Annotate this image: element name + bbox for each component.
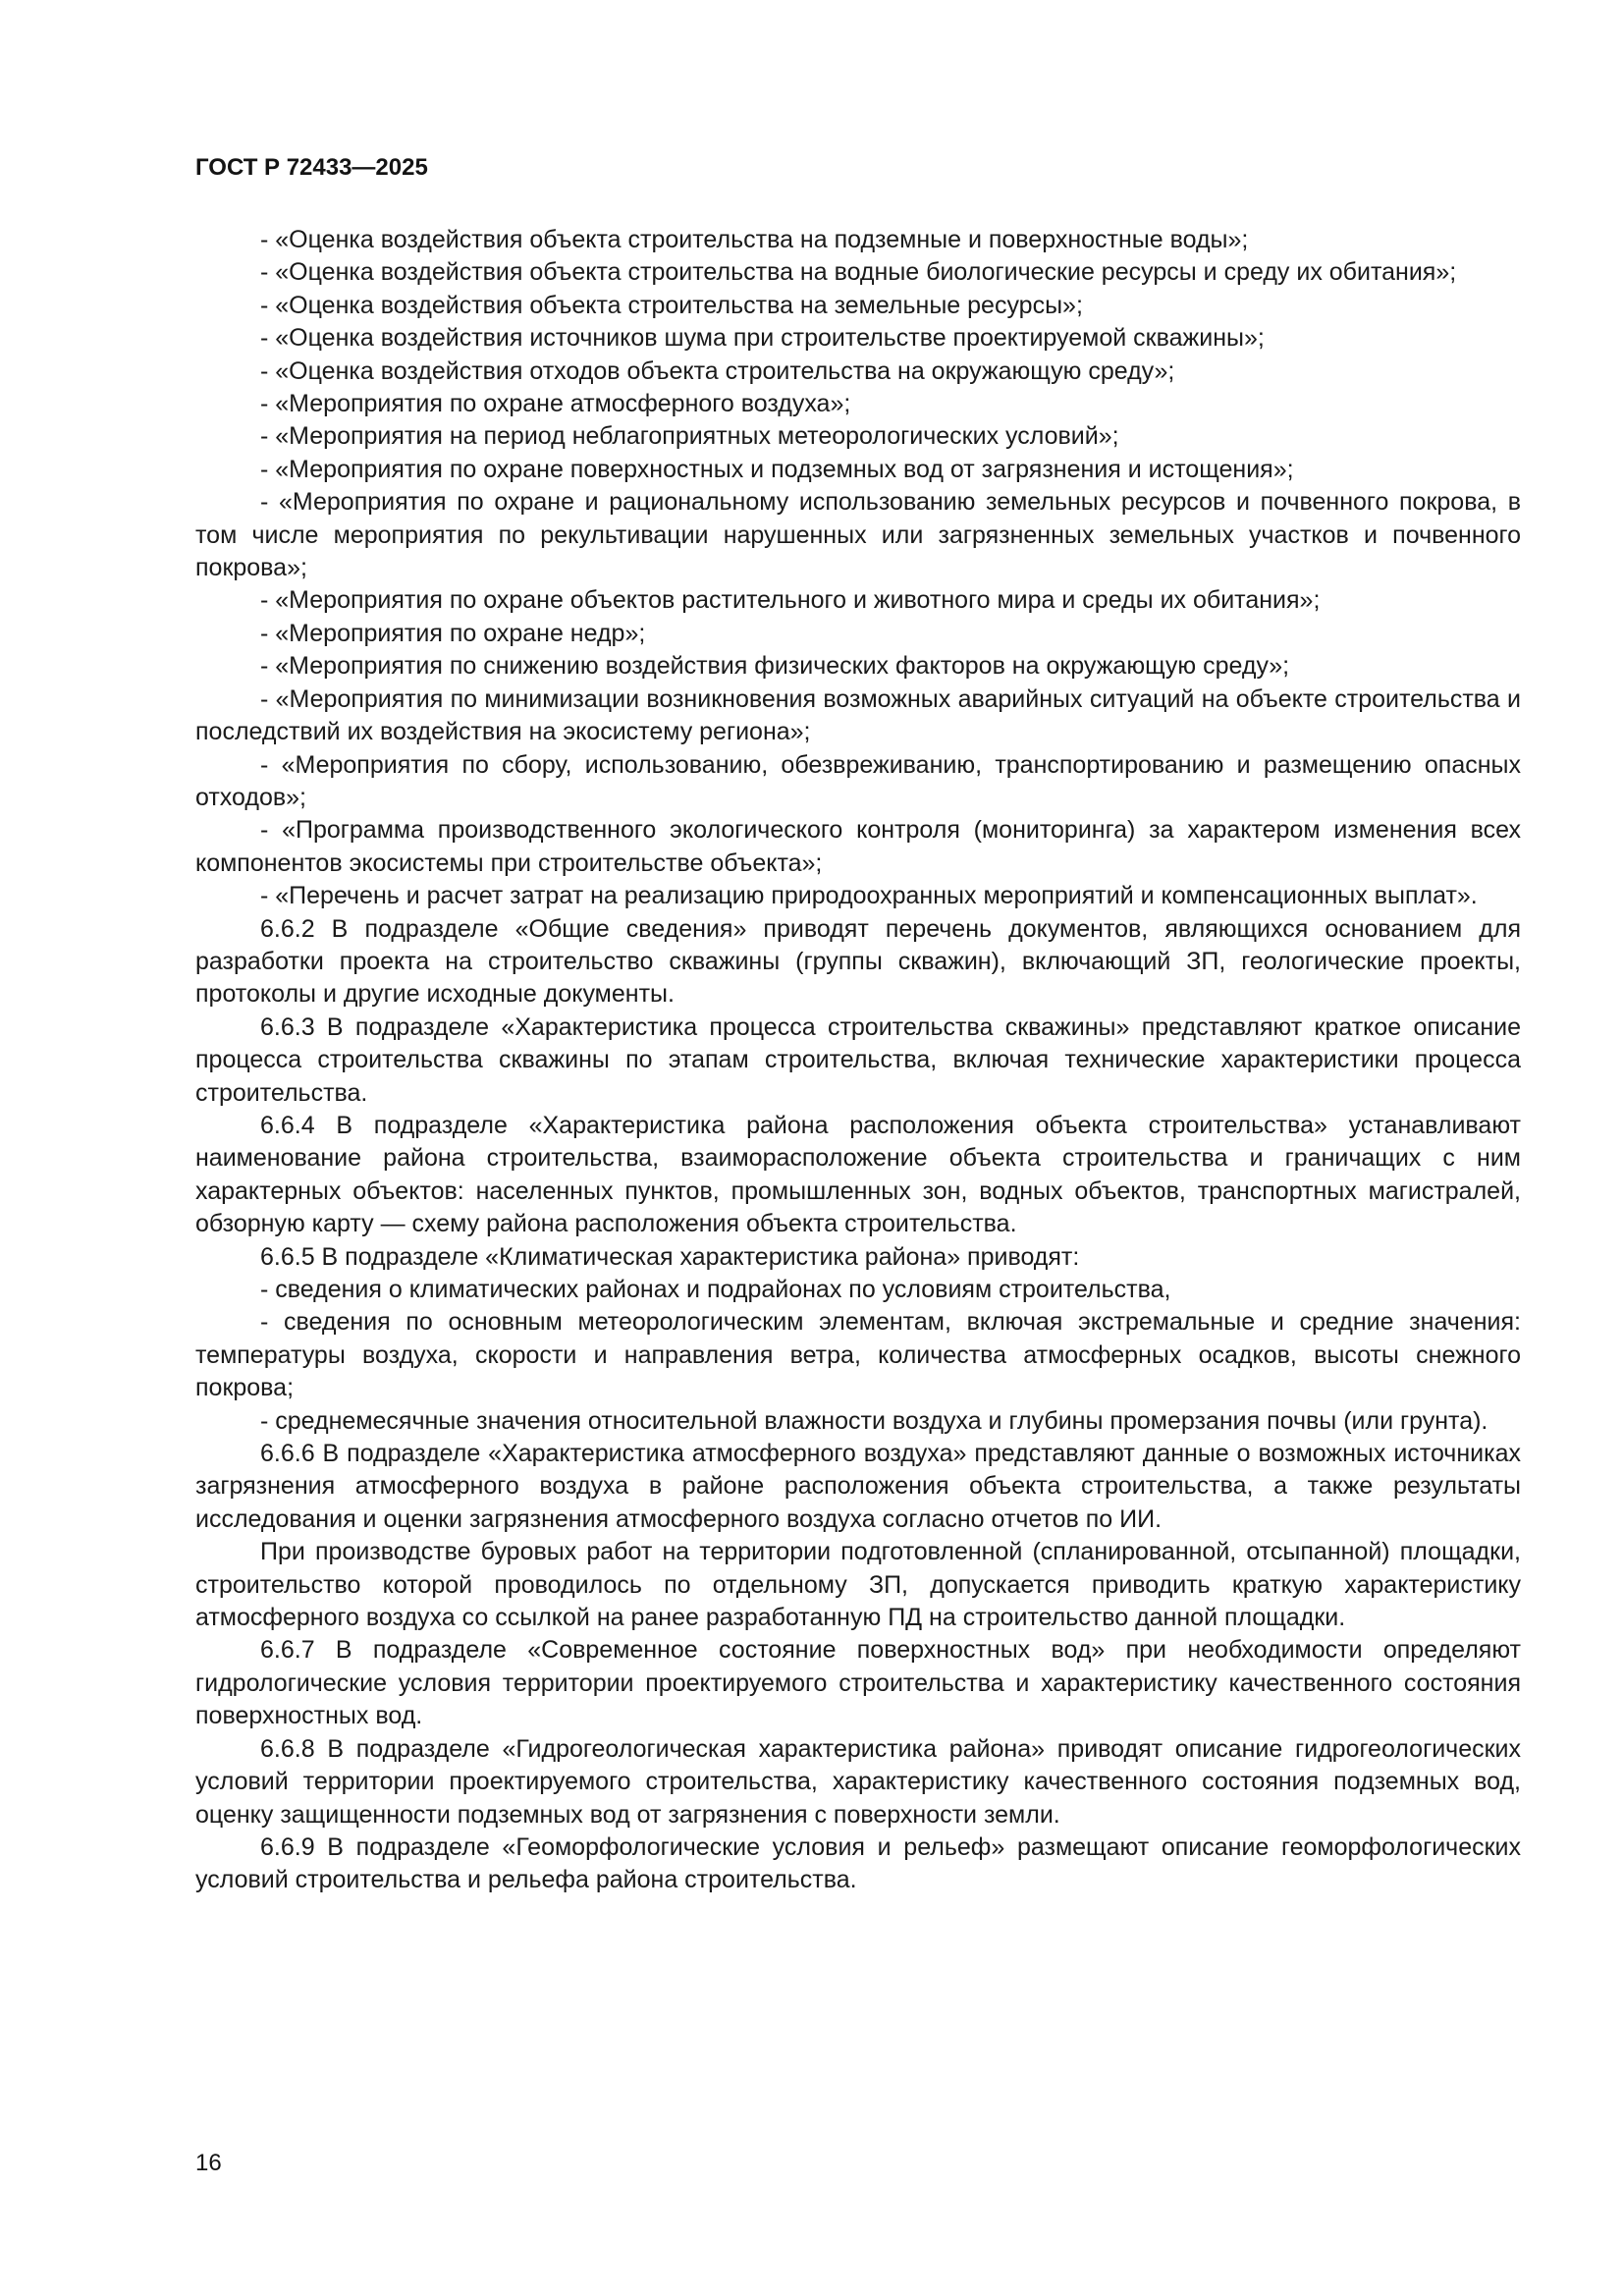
list-item: - «Мероприятия по охране атмосферного воздуха»;: [260, 390, 851, 418]
list-item: - «Мероприятия по минимизации возникновения возможных аварийных ситуаций на объекте строительства и последствий их воздействия на экосистему региона»;: [195, 684, 1521, 746]
page-number: 16: [195, 2150, 222, 2176]
clause-paragraph: 6.6.6 В подразделе «Характеристика атмосферного воздуха» представляют данные о возможных источниках загрязнения атмосферного воздуха в районе расположения объекта строительства, а также результаты исследования и оценки загрязнения атмосферного воздуха согласно отчетов по ИИ.: [195, 1440, 1521, 1533]
clause-paragraph: 6.6.4 В подразделе «Характеристика района расположения объекта строительства» устанавливают наименование района строительства, взаиморасположение объекта строительства и граничащих с ним характерных объектов: населенных пунктов, промышленных зон, водных объектов, транспортных магистралей, обзорную карту — схему района расположения объекта строительства.: [195, 1111, 1521, 1238]
clause-paragraph: 6.6.3 В подразделе «Характеристика процесса строительства скважины» представляют краткое описание процесса строительства скважины по этапам строительства, включая технические характеристики процесса строительства.: [195, 1012, 1521, 1107]
document-body: [195, 224, 1521, 1897]
clause-paragraph: 6.6.9 В подразделе «Геоморфологические условия и рельеф» размещают описание геоморфологических условий строительства и рельефа района строительства.: [195, 1832, 1521, 1894]
list-item: - «Мероприятия на период неблагоприятных метеорологических условий»;: [260, 422, 1119, 451]
list-item: - «Перечень и расчет затрат на реализацию природоохранных мероприятий и компенсационных выплат».: [260, 882, 1478, 910]
body-paragraph: При производстве буровых работ на территории подготовленной (спланированной, отсыпанной) площадки, строительство которой проводилось по отдельному ЗП, допускается приводить краткую характеристику атмосферного воздуха со ссылкой на ранее разработанную ПД на строительство данной площадки.: [195, 1538, 1521, 1632]
list-item: - «Мероприятия по охране объектов растительного и животного мира и среды их обитания»;: [260, 586, 1321, 615]
list-item: - «Мероприятия по охране поверхностных и подземных вод от загрязнения и истощения»;: [260, 455, 1294, 483]
list-item: - среднемесячные значения относительной влажности воздуха и глубины промерзания почвы (или грунта).: [260, 1406, 1488, 1435]
list-item: - «Оценка воздействия объекта строительства на подземные и поверхностные воды»;: [260, 226, 1249, 253]
list-item: - «Программа производственного экологического контроля (мониторинга) за характером изменения всех компонентов экосистемы при строительстве объекта»;: [195, 816, 1521, 877]
document-header: ГОСТ Р 72433—2025: [195, 154, 428, 181]
list-item: - «Оценка воздействия объекта строительства на водные биологические ресурсы и среду их обитания»;: [260, 258, 1457, 287]
list-item: - «Оценка воздействия объекта строительства на земельные ресурсы»;: [260, 291, 1083, 319]
list-item: - «Мероприятия по охране недр»;: [260, 619, 646, 647]
list-item: - «Оценка воздействия источников шума при строительстве проектируемой скважины»;: [260, 324, 1265, 353]
list-item: - «Мероприятия по охране и рациональному использованию земельных ресурсов и почвенного покрова, в том числе мероприятия по рекультивации нарушенных или загрязненных земельных участков и почвенного покрова»;: [195, 488, 1521, 582]
clause-paragraph: 6.6.8 В подразделе «Гидрогеологическая характеристика района» приводят описание гидрогеологических условий территории проектируемого строительства, характеристику качественного состояния подземных вод, оценку защищенности подземных вод от загрязнения с поверхности земли.: [195, 1734, 1521, 1829]
list-item: - сведения о климатических районах и подрайонах по условиям строительства,: [260, 1276, 1171, 1303]
list-item: - «Мероприятия по снижению воздействия физических факторов на окружающую среду»;: [260, 652, 1290, 681]
clause-paragraph: 6.6.2 В подразделе «Общие сведения» приводят перечень документов, являющихся основанием для разработки проекта на строительство скважины (группы скважин), включающий ЗП, геологические проекты, протоколы и другие исходные документы.: [195, 914, 1521, 1009]
list-item: - «Оценка воздействия отходов объекта строительства на окружающую среду»;: [260, 356, 1175, 385]
clause-paragraph: 6.6.5 В подразделе «Климатическая характеристика района» приводят:: [260, 1242, 1080, 1271]
list-item: - «Мероприятия по сбору, использованию, обезвреживанию, транспортированию и размещению опасных отходов»;: [195, 750, 1521, 811]
list-item: - сведения по основным метеорологическим элементам, включая экстремальные и средние значения: температуры воздуха, скорости и направления ветра, количества атмосферных осадков, высоты снежного покрова;: [195, 1308, 1521, 1402]
clause-paragraph: 6.6.7 В подразделе «Современное состояние поверхностных вод» при необходимости определяют гидрологические условия территории проектируемого строительства и характеристику качественного состояния поверхностных вод.: [195, 1636, 1521, 1730]
